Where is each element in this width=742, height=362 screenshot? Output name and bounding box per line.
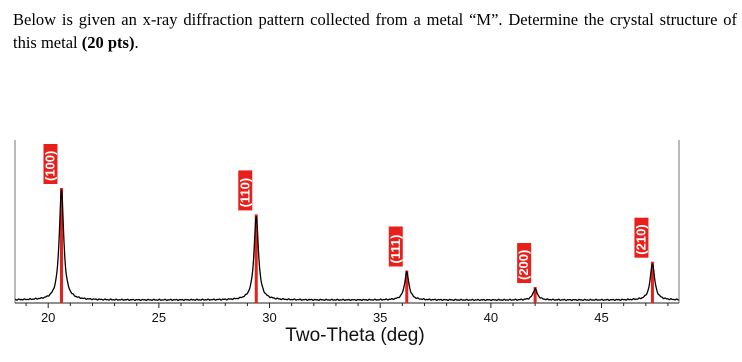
question-points: (20 pts) xyxy=(81,33,135,52)
diffraction-pattern-line xyxy=(15,190,679,301)
peak-labels xyxy=(42,144,648,283)
peak-label: (111) xyxy=(387,234,403,264)
peak-label: (100) xyxy=(42,150,58,181)
peak-markers xyxy=(61,188,652,303)
peak-label: (210) xyxy=(633,224,649,255)
peak-label-group xyxy=(42,144,57,184)
x-axis-title: Two-Theta (deg) xyxy=(285,325,425,346)
question-body: Below is given an x-ray diffraction pattern collected from a metal “M”. Determine the crystal structure of this metal xyxy=(13,10,737,52)
x-tick-label: 45 xyxy=(594,310,609,325)
plot-frame xyxy=(15,140,679,303)
x-tick-label: 30 xyxy=(262,310,277,325)
x-tick-label: 35 xyxy=(372,310,388,325)
peak-label-group xyxy=(237,170,252,210)
x-axis-ticks xyxy=(26,303,668,325)
x-tick-label: 20 xyxy=(40,310,56,325)
peak-label: (110) xyxy=(237,177,253,208)
peak-label-group xyxy=(388,227,403,267)
question-end: . xyxy=(134,33,139,52)
x-tick-label: 40 xyxy=(483,310,499,325)
peak-label-group xyxy=(516,243,531,283)
x-tick-label: 25 xyxy=(151,310,167,325)
peak-label: (200) xyxy=(516,249,532,280)
peak-label-group xyxy=(633,218,648,258)
